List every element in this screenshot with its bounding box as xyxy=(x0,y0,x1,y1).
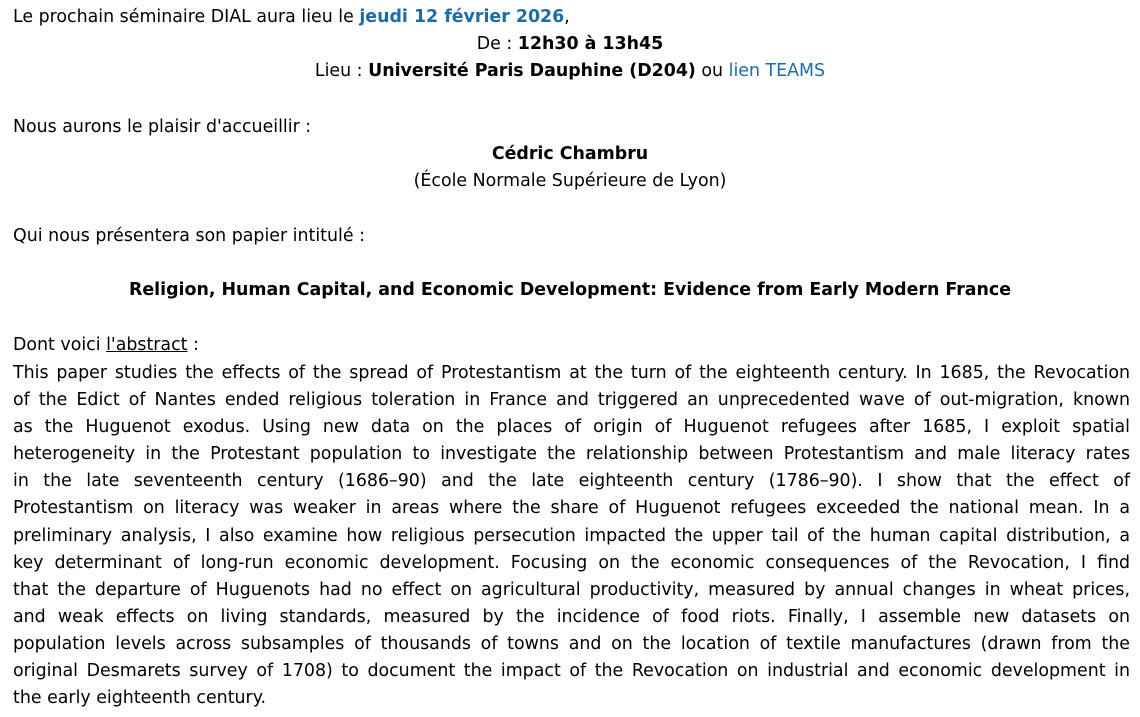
announcement-intro-line xyxy=(13,4,570,30)
abstract-line: population levels across subsamples of thousands of towns and on the location of textile manufactures (drawn from the xyxy=(13,633,1130,654)
abstract-line: that the departure of Huguenots had no effect on agricultural productivity, measured by annual changes in wheat prices, xyxy=(13,579,1130,600)
abstract-line: preliminary analysis, I also examine how religious persecution impacted the upper tail of the human capital distribution, a xyxy=(13,525,1130,546)
abstract-line: original Desmarets survey of 1708) to document the impact of the Revocation on industrial and economic development in xyxy=(13,661,1130,682)
abstract-intro-prefix: Dont voici xyxy=(13,335,107,355)
place-or: ou xyxy=(695,61,729,81)
teams-link[interactable]: lien TEAMS xyxy=(728,61,826,81)
speaker-name: Cédric Chambru xyxy=(491,144,649,164)
paper-intro: Qui nous présentera son papier intitulé : xyxy=(13,226,365,246)
paper-title: Religion, Human Capital, and Economic Development: Evidence from Early Modern France xyxy=(128,280,1011,300)
abstract-line: Protestantism on literacy was weaker in areas where the share of Huguenot refugees exceeded the national mean. In a xyxy=(13,498,1130,519)
abstract-line: This paper studies the effects of the spread of Protestantism at the turn of the eighteenth century. In 1685, the Revocation xyxy=(13,363,1130,383)
abstract-line: of the Edict of Nantes ended religious toleration in France and triggered an unprecedented wave of out-migration, known xyxy=(13,390,1130,411)
abstract-body xyxy=(13,360,1130,712)
place-line xyxy=(0,58,1140,84)
abstract-line: heterogeneity in the Protestant population to investigate the relationship between Protestantism and male literacy rates xyxy=(13,444,1130,465)
announcement-intro-text: Le prochain séminaire DIAL aura lieu le xyxy=(13,7,360,27)
abstract-line: key determinant of long-run economic development. Focusing on the economic consequences of the Revocation, I find xyxy=(13,552,1130,573)
place-value: Université Paris Dauphine (D204) xyxy=(368,61,696,81)
abstract-intro-line xyxy=(13,332,199,358)
abstract-line: as the Huguenot exodus. Using new data on the places of origin of Huguenot refugees after 1685, I exploit spatial xyxy=(13,417,1130,438)
speaker-affiliation: (École Normale Supérieure de Lyon) xyxy=(413,171,727,191)
abstract-line: the early eighteenth century. xyxy=(13,688,267,709)
time-line xyxy=(0,31,1140,57)
abstract-line: in the late seventeenth century (1686–90) and the late eighteenth century (1786–90). I show that the effect of xyxy=(13,471,1130,492)
abstract-intro-suffix: : xyxy=(187,335,199,355)
seminar-date: jeudi 12 février 2026 xyxy=(359,7,565,27)
speaker-intro: Nous aurons le plaisir d'accueillir : xyxy=(13,117,312,137)
seminar-date-suffix: , xyxy=(564,7,570,27)
time-label: De : xyxy=(476,34,518,54)
abstract-link[interactable]: l'abstract xyxy=(106,335,188,355)
abstract-line: and weak effects on living standards, measured by the incidence of food riots. Finally, I assemble new datasets on xyxy=(13,606,1130,627)
place-label: Lieu : xyxy=(314,61,369,81)
time-value: 12h30 à 13h45 xyxy=(517,34,664,54)
